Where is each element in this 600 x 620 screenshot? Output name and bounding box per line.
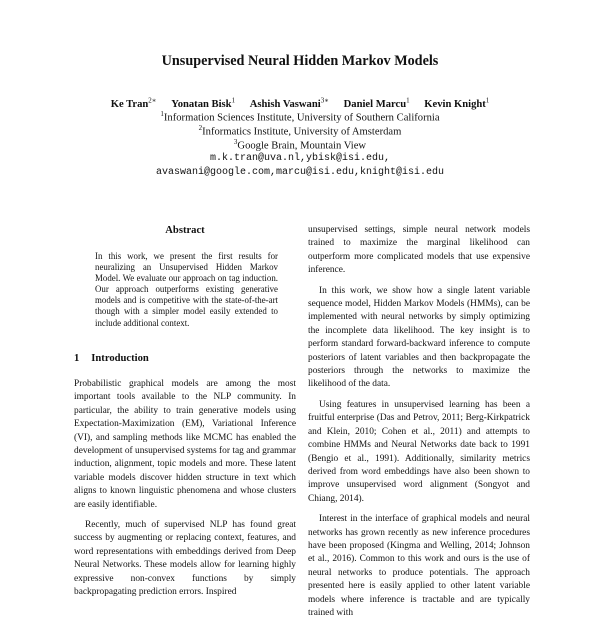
author-affiliation-mark: 1 xyxy=(231,96,236,104)
affiliation-line xyxy=(0,138,600,152)
paragraph: Recently, much of supervised NLP has found great success by augmenting or replacing context, features, and word representations with embeddings derived from Deep Neural Networks. These models allow for learning highly expressive non-convex functions by simply backpropagating prediction errors. Inspired xyxy=(74,520,296,598)
author xyxy=(171,96,236,110)
author xyxy=(249,96,329,110)
affiliation-mark: 2 xyxy=(198,124,203,132)
author xyxy=(343,96,410,110)
right-column-body xyxy=(308,224,530,620)
left-column-body xyxy=(74,378,296,600)
paragraph: unsupervised settings, simple neural network models trained to maximize the marginal likelihood can outperform more complicated models that use expensive inference. xyxy=(308,225,530,276)
paragraph: Interest in the interface of graphical models and neural networks has grown recently as new inference procedures have been proposed (Kingma and Welling, 2014; Johnson et al., 2016). Common to this work and ours is the use of neural networks to produce potentials. The approach presented here is easily applied to other latent variable models where inference is tractable and are typically trained with xyxy=(308,514,530,618)
email-line: m.k.tran@uva.nl,ybisk@isi.edu, xyxy=(209,153,391,164)
author xyxy=(424,96,490,110)
author-name: Yonatan Bisk xyxy=(171,98,232,110)
author-affiliation-mark: 1 xyxy=(406,96,410,104)
paragraph: In this work, we show how a single latent variable sequence model, Hidden Markov Models (HMMs), can be implemented with neural networks by simply optimizing the incomplete data likelihood. The key insight is to perform standard forward-backward inference to compute posteriors of latent variables and then backpropagate the posteriors through the networks to maximize the likelihood of the data. xyxy=(308,285,530,390)
abstract-text: In this work, we present the first results for neuralizing an Unsupervised Hidden Markov Model. We evaluate our approach on tag induction. Our approach outperforms existing generative models and is competitive with the state-of-the-art though with a simpler model easily extended to include additional context. xyxy=(95,251,278,328)
affiliation-mark: 3 xyxy=(233,138,238,146)
affiliation-text: Information Sciences Institute, University of Southern California xyxy=(163,112,440,124)
affiliation-line xyxy=(0,124,600,138)
author-affiliation-mark: 3∗ xyxy=(320,96,329,104)
author-name: Kevin Knight xyxy=(424,98,486,110)
author-affiliation-mark: 1 xyxy=(485,96,490,104)
author-name: Ashish Vaswani xyxy=(249,98,321,110)
affiliation-text: Informatics Institute, University of Amsterdam xyxy=(202,126,402,138)
affiliation-line xyxy=(0,110,600,124)
author-name: Daniel Marcu xyxy=(343,98,407,110)
author-list xyxy=(0,96,600,110)
author-affiliation-mark: 2∗ xyxy=(148,96,157,104)
email-line: avaswani@google.com,marcu@isi.edu,knight@isi.edu xyxy=(155,167,445,178)
author xyxy=(110,96,157,110)
author-name: Ke Tran xyxy=(110,98,149,110)
abstract-heading: Abstract xyxy=(165,225,205,236)
paragraph: Probabilistic graphical models are among the most important tools available to the NLP community. In particular, the ability to train generative models using Expectation-Maximization (EM), Variational Inference (VI), and sampling methods like MCMC has enabled the development of unsupervised systems for tag and grammar induction, alignment, topic models and more. These latent variable models discover hidden structure in text which aligns to known linguistic phenomena and whose clusters are easily identifiable. xyxy=(74,379,296,510)
paragraph: Using features in unsupervised learning has been a fruitful enterprise (Das and Petrov, 2011; Berg-Kirkpatrick and Klein, 2010; Cohen et al., 2011) and attempts to combine HMMs and Neural Networks date back to 1991 (Bengio et al., 1991). Additionally, similarity metrics derived from word embeddings have also been shown to improve unsupervised word alignment (Songyot and Chiang, 2014). xyxy=(308,399,530,504)
section-title: Introduction xyxy=(91,353,149,364)
affiliation-text: Google Brain, Mountain View xyxy=(237,140,367,152)
section-heading xyxy=(74,353,149,364)
affiliation-mark: 1 xyxy=(160,110,164,118)
paper-title: Unsupervised Neural Hidden Markov Models xyxy=(161,53,439,69)
section-number: 1 xyxy=(74,353,80,364)
